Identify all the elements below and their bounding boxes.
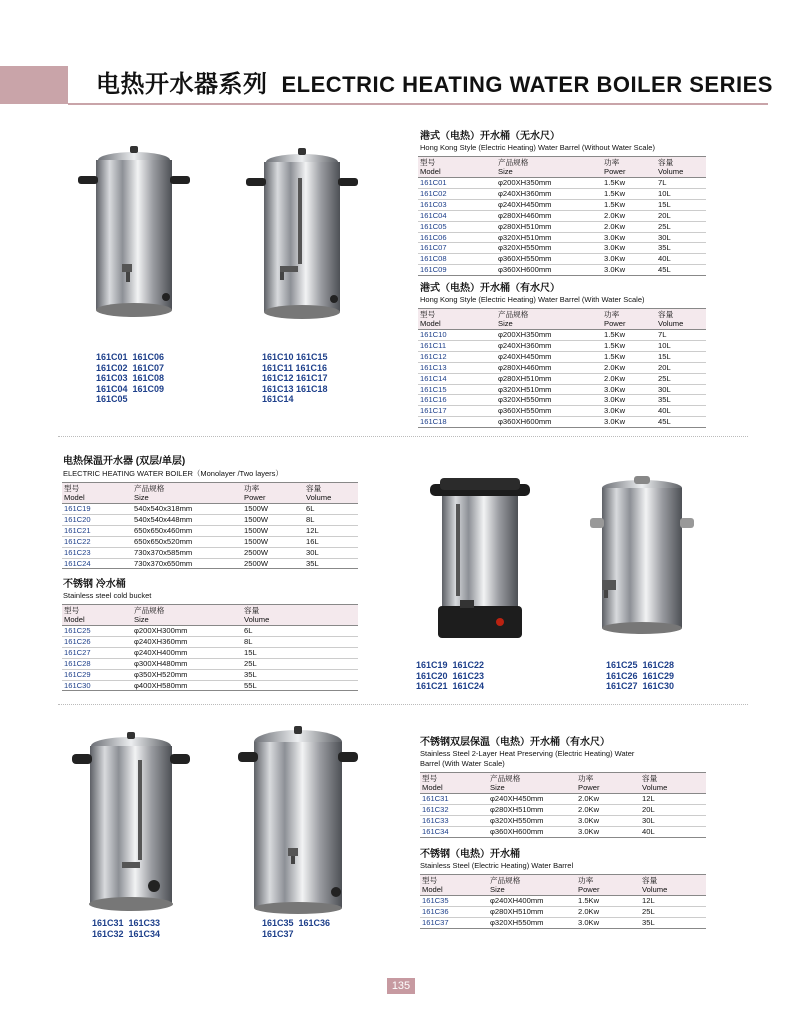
column-header-cn: 产品规格 — [498, 158, 529, 167]
table-cell-model: 161C32 — [420, 804, 488, 815]
column-header-cn: 功率 — [604, 310, 620, 319]
table-header-row — [418, 157, 706, 178]
model-group-161c19: 161C19 161C22 161C20 161C23 161C21 161C24 — [416, 660, 485, 691]
table-cell-volume: 35L — [304, 558, 358, 569]
column-header-en: Model — [420, 167, 441, 176]
column-header-cn: 产品规格 — [134, 484, 165, 493]
table-cell-volume: 45L — [656, 417, 706, 428]
table-cell-volume: 15L — [242, 647, 358, 658]
table-cell-size: φ360XH600mm — [496, 417, 602, 428]
table-cell-size: φ200XH300mm — [132, 626, 242, 637]
table-cell-size: φ360XH550mm — [496, 254, 602, 265]
column-header-cn: 容量 — [244, 606, 260, 615]
table-cell-volume: 10L — [656, 188, 706, 199]
table-cell-volume: 35L — [640, 917, 706, 928]
table-cell-volume: 7L — [656, 330, 706, 341]
table-cell-power: 1500W — [242, 514, 304, 525]
column-header-power — [576, 773, 640, 794]
table-row — [420, 917, 706, 928]
table-cell-power: 2500W — [242, 558, 304, 569]
column-header-power — [576, 875, 640, 896]
column-header-size — [132, 483, 242, 504]
table-cell-volume: 25L — [242, 658, 358, 669]
table-cell-model: 161C15 — [418, 384, 496, 395]
table-cell-size: φ350XH520mm — [132, 669, 242, 680]
column-header-en: Model — [64, 615, 85, 624]
column-header-power — [602, 157, 656, 178]
table-row — [62, 525, 358, 536]
table-cell-size: 540x540x448mm — [132, 514, 242, 525]
table-cell-model: 161C31 — [420, 794, 488, 805]
model-group-161c35: 161C35 161C36 161C37 — [262, 918, 331, 939]
header-accent-band — [0, 66, 68, 104]
table-cell-volume: 30L — [656, 232, 706, 243]
table-cell-model: 161C30 — [62, 680, 132, 691]
model-group-161c01: 161C01 161C06 161C02 161C07 161C03 161C08 161C04 161C09 161C05 — [96, 352, 165, 404]
table-cell-size: 730x370x650mm — [132, 558, 242, 569]
table-row — [418, 199, 706, 210]
column-header-model — [418, 157, 496, 178]
table-cell-power: 2.0Kw — [602, 221, 656, 232]
table-row — [418, 330, 706, 341]
section-title-cold-bucket — [63, 575, 151, 600]
table-cell-size: φ320XH510mm — [496, 232, 602, 243]
table-row — [420, 794, 706, 805]
table-cell-power: 3.0Kw — [602, 395, 656, 406]
table-header-row — [62, 483, 358, 504]
table-cell-power: 3.0Kw — [576, 917, 640, 928]
table-cell-size: φ240XH360mm — [496, 340, 602, 351]
table-cell-power: 2.0Kw — [576, 804, 640, 815]
spec-table-cold-bucket — [62, 604, 358, 691]
section-title-insulated — [63, 452, 283, 479]
table-cell-model: 161C07 — [418, 243, 496, 254]
column-header-cn: 功率 — [578, 774, 594, 783]
table-cell-size: φ360XH600mm — [488, 826, 576, 837]
table-row — [420, 815, 706, 826]
table-cell-power: 2.0Kw — [602, 210, 656, 221]
table-cell-volume: 8L — [304, 514, 358, 525]
table-cell-volume: 40L — [656, 254, 706, 265]
table-cell-size: φ400XH580mm — [132, 680, 242, 691]
water-boiler-gauge-image — [246, 142, 358, 322]
table-cell-volume: 15L — [656, 199, 706, 210]
spec-table-hk-with-scale — [418, 308, 706, 428]
table-row — [420, 906, 706, 917]
column-header-cn: 产品规格 — [490, 876, 521, 885]
table-row — [418, 417, 706, 428]
table-cell-model: 161C06 — [418, 232, 496, 243]
table-cell-model: 161C35 — [420, 896, 488, 907]
column-header-size — [488, 875, 576, 896]
column-header-cn: 型号 — [420, 310, 436, 319]
column-header-en: Volume — [658, 319, 684, 328]
column-header-en: Power — [604, 319, 626, 328]
table-cell-size: φ240XH360mm — [496, 188, 602, 199]
column-header-size — [488, 773, 576, 794]
section-title-cn: 不锈钢双层保温（电热）开水桶（有水尺） — [420, 737, 610, 748]
table-cell-model: 161C23 — [62, 547, 132, 558]
table-cell-volume: 16L — [304, 536, 358, 547]
table-cell-model: 161C01 — [418, 178, 496, 189]
section-title-cn: 港式（电热）开水桶（无水尺） — [420, 131, 560, 142]
table-cell-power: 3.0Kw — [602, 232, 656, 243]
section-title-two-layer — [420, 733, 650, 769]
column-header-model — [420, 773, 488, 794]
column-header-power — [602, 309, 656, 330]
table-cell-volume: 35L — [242, 669, 358, 680]
section-title-hk-with-scale — [420, 279, 645, 304]
table-cell-volume: 55L — [242, 680, 358, 691]
table-cell-power: 3.0Kw — [602, 254, 656, 265]
table-cell-size: φ280XH460mm — [496, 362, 602, 373]
table-cell-power: 1.5Kw — [602, 351, 656, 362]
column-header-en: Volume — [642, 885, 668, 894]
table-cell-size: φ240XH400mm — [132, 647, 242, 658]
column-header-model — [62, 605, 132, 626]
column-header-en: Model — [64, 493, 85, 502]
page-number: 135 — [387, 978, 415, 994]
table-cell-size: φ240XH400mm — [488, 896, 576, 907]
table-cell-volume: 25L — [656, 373, 706, 384]
table-row — [62, 647, 358, 658]
section-title-en: Stainless steel cold bucket — [63, 591, 152, 600]
table-row — [418, 395, 706, 406]
table-cell-power: 1500W — [242, 536, 304, 547]
table-cell-power: 1.5Kw — [602, 199, 656, 210]
column-header-model — [418, 309, 496, 330]
column-header-en: Volume — [306, 493, 332, 502]
table-cell-model: 161C19 — [62, 504, 132, 515]
table-cell-model: 161C17 — [418, 406, 496, 417]
section-title-hk-no-scale — [420, 127, 655, 152]
column-header-en: Power — [604, 167, 626, 176]
table-row — [418, 221, 706, 232]
table-cell-model: 161C12 — [418, 351, 496, 362]
column-header-en: Power — [578, 885, 600, 894]
table-row — [418, 406, 706, 417]
table-row — [62, 669, 358, 680]
table-cell-size: 540x540x318mm — [132, 504, 242, 515]
column-header-cn: 型号 — [64, 606, 80, 615]
column-header-cn: 产品规格 — [490, 774, 521, 783]
column-header-en: Model — [422, 783, 443, 792]
column-header-cn: 产品规格 — [498, 310, 529, 319]
table-row — [418, 178, 706, 189]
table-row — [62, 558, 358, 569]
section-title-cn: 电热保温开水器 (双层/单层) — [63, 456, 186, 467]
table-cell-model: 161C33 — [420, 815, 488, 826]
table-cell-power: 1500W — [242, 525, 304, 536]
table-row — [62, 680, 358, 691]
table-cell-model: 161C03 — [418, 199, 496, 210]
column-header-cn: 容量 — [306, 484, 322, 493]
table-row — [62, 514, 358, 525]
model-group-161c31: 161C31 161C33 161C32 161C34 — [92, 918, 161, 939]
table-cell-model: 161C18 — [418, 417, 496, 428]
table-cell-size: 730x370x585mm — [132, 547, 242, 558]
table-cell-model: 161C16 — [418, 395, 496, 406]
table-header-row — [420, 875, 706, 896]
table-cell-model: 161C34 — [420, 826, 488, 837]
table-cell-model: 161C27 — [62, 647, 132, 658]
table-cell-size: φ200XH350mm — [496, 330, 602, 341]
table-cell-volume: 35L — [656, 243, 706, 254]
page-title-en: ELECTRIC HEATING WATER BOILER SERIES — [281, 72, 773, 97]
divider — [58, 436, 748, 437]
table-row — [418, 265, 706, 276]
table-cell-power: 2500W — [242, 547, 304, 558]
table-cell-size: φ320XH510mm — [496, 384, 602, 395]
divider — [58, 704, 748, 705]
column-header-en: Size — [490, 885, 505, 894]
table-cell-volume: 8L — [242, 636, 358, 647]
table-cell-power: 2.0Kw — [576, 794, 640, 805]
table-cell-model: 161C14 — [418, 373, 496, 384]
column-header-cn: 功率 — [604, 158, 620, 167]
column-header-en: Power — [578, 783, 600, 792]
table-row — [418, 188, 706, 199]
table-cell-volume: 40L — [656, 406, 706, 417]
table-row — [62, 504, 358, 515]
table-cell-model: 161C29 — [62, 669, 132, 680]
table-cell-model: 161C13 — [418, 362, 496, 373]
table-cell-model: 161C25 — [62, 626, 132, 637]
table-cell-model: 161C10 — [418, 330, 496, 341]
column-header-en: Size — [498, 319, 513, 328]
section-title-en: Hong Kong Style (Electric Heating) Water Barrel (With Water Scale) — [420, 295, 645, 304]
table-cell-size: φ280XH510mm — [496, 221, 602, 232]
column-header-en: Size — [498, 167, 513, 176]
column-header-volume — [304, 483, 358, 504]
table-cell-size: φ200XH350mm — [496, 178, 602, 189]
table-cell-model: 161C09 — [418, 265, 496, 276]
table-header-row — [418, 309, 706, 330]
table-cell-model: 161C37 — [420, 917, 488, 928]
table-cell-size: φ300XH480mm — [132, 658, 242, 669]
column-header-volume — [640, 875, 706, 896]
section-title-en: ELECTRIC HEATING WATER BOILER（Monolayer /Two layers） — [63, 469, 283, 478]
table-cell-power: 3.0Kw — [602, 406, 656, 417]
table-cell-size: φ280XH510mm — [488, 804, 576, 815]
table-cell-size: φ320XH550mm — [496, 395, 602, 406]
table-cell-model: 161C21 — [62, 525, 132, 536]
table-row — [418, 210, 706, 221]
table-row — [62, 536, 358, 547]
column-header-en: Model — [422, 885, 443, 894]
table-cell-power: 2.0Kw — [576, 906, 640, 917]
table-cell-size: φ240XH450mm — [496, 199, 602, 210]
column-header-size — [132, 605, 242, 626]
column-header-cn: 功率 — [244, 484, 260, 493]
table-cell-size: φ320XH550mm — [488, 917, 576, 928]
table-header-row — [420, 773, 706, 794]
table-row — [62, 636, 358, 647]
table-cell-volume: 20L — [640, 804, 706, 815]
table-cell-volume: 10L — [656, 340, 706, 351]
column-header-cn: 功率 — [578, 876, 594, 885]
table-cell-volume: 20L — [656, 362, 706, 373]
table-cell-volume: 40L — [640, 826, 706, 837]
table-cell-volume: 15L — [656, 351, 706, 362]
table-row — [418, 254, 706, 265]
table-cell-volume: 6L — [304, 504, 358, 515]
table-cell-size: φ240XH450mm — [496, 351, 602, 362]
table-row — [62, 658, 358, 669]
table-row — [418, 362, 706, 373]
column-header-en: Volume — [658, 167, 684, 176]
table-row — [418, 351, 706, 362]
column-header-cn: 容量 — [642, 876, 658, 885]
table-header-row — [62, 605, 358, 626]
table-cell-size: φ320XH550mm — [488, 815, 576, 826]
spec-table-insulated — [62, 482, 358, 569]
water-boiler-image — [78, 140, 190, 320]
column-header-en: Power — [244, 493, 266, 502]
section-title-cn: 不锈钢（电热）开水桶 — [420, 849, 520, 860]
table-cell-power: 1500W — [242, 504, 304, 515]
table-cell-volume: 30L — [304, 547, 358, 558]
column-header-cn: 型号 — [420, 158, 436, 167]
column-header-en: Size — [134, 493, 149, 502]
table-cell-size: φ280XH510mm — [496, 373, 602, 384]
column-header-en: Volume — [244, 615, 270, 624]
column-header-power — [242, 483, 304, 504]
column-header-volume — [640, 773, 706, 794]
table-cell-model: 161C26 — [62, 636, 132, 647]
spec-table-electric-barrel — [420, 874, 706, 929]
table-cell-size: φ280XH460mm — [496, 210, 602, 221]
table-cell-model: 161C08 — [418, 254, 496, 265]
spec-table-two-layer — [420, 772, 706, 838]
table-row — [420, 826, 706, 837]
table-cell-volume: 25L — [640, 906, 706, 917]
column-header-en: Model — [420, 319, 441, 328]
table-cell-model: 161C36 — [420, 906, 488, 917]
table-cell-size: φ280XH510mm — [488, 906, 576, 917]
table-row — [418, 243, 706, 254]
header-underline — [68, 103, 768, 105]
double-layer-boiler-image — [72, 730, 190, 914]
column-header-cn: 容量 — [642, 774, 658, 783]
table-cell-volume: 12L — [640, 896, 706, 907]
column-header-model — [62, 483, 132, 504]
table-cell-volume: 12L — [640, 794, 706, 805]
table-cell-size: 650x650x520mm — [132, 536, 242, 547]
column-header-en: Volume — [642, 783, 668, 792]
section-title-en: Stainless Steel (Electric Heating) Water Barrel — [420, 861, 574, 870]
column-header-cn: 容量 — [658, 158, 674, 167]
electric-barrel-image — [238, 720, 358, 916]
column-header-volume — [656, 157, 706, 178]
table-cell-power: 1.5Kw — [602, 178, 656, 189]
urn-image — [430, 474, 530, 640]
column-header-size — [496, 157, 602, 178]
table-cell-volume: 25L — [656, 221, 706, 232]
table-cell-volume: 7L — [656, 178, 706, 189]
column-header-cn: 产品规格 — [134, 606, 165, 615]
table-row — [418, 384, 706, 395]
page-title — [96, 64, 773, 99]
column-header-model — [420, 875, 488, 896]
table-cell-volume: 30L — [656, 384, 706, 395]
table-cell-power: 1.5Kw — [602, 330, 656, 341]
model-group-161c25: 161C25 161C28 161C26 161C29 161C27 161C30 — [606, 660, 675, 691]
column-header-en: Size — [490, 783, 505, 792]
table-row — [418, 340, 706, 351]
table-cell-power: 3.0Kw — [602, 265, 656, 276]
table-cell-volume: 35L — [656, 395, 706, 406]
table-cell-size: 650x650x460mm — [132, 525, 242, 536]
table-cell-power: 2.0Kw — [602, 373, 656, 384]
table-row — [62, 547, 358, 558]
table-cell-size: φ360XH600mm — [496, 265, 602, 276]
table-cell-power: 1.5Kw — [602, 188, 656, 199]
table-cell-volume: 45L — [656, 265, 706, 276]
table-cell-model: 161C02 — [418, 188, 496, 199]
section-title-cn: 港式（电热）开水桶（有水尺） — [420, 283, 560, 294]
table-cell-model: 161C24 — [62, 558, 132, 569]
table-cell-size: φ320XH550mm — [496, 243, 602, 254]
model-group-161c10: 161C10 161C15 161C11 161C16 161C12 161C17 161C13 161C18 161C14 — [262, 352, 328, 404]
column-header-cn: 型号 — [422, 876, 438, 885]
table-cell-power: 3.0Kw — [576, 826, 640, 837]
column-header-cn: 容量 — [658, 310, 674, 319]
table-cell-size: φ240XH450mm — [488, 794, 576, 805]
table-cell-volume: 6L — [242, 626, 358, 637]
table-cell-volume: 20L — [656, 210, 706, 221]
section-title-en: Stainless Steel 2-Layer Heat Preserving (Electric Heating) Water Barrel (With Water Scale) — [420, 749, 635, 768]
column-header-size — [496, 309, 602, 330]
table-cell-power: 1.5Kw — [602, 340, 656, 351]
table-row — [418, 232, 706, 243]
table-cell-model: 161C05 — [418, 221, 496, 232]
table-row — [420, 804, 706, 815]
spec-table-hk-no-scale — [418, 156, 706, 276]
column-header-volume — [242, 605, 358, 626]
table-cell-model: 161C11 — [418, 340, 496, 351]
table-row — [420, 896, 706, 907]
table-cell-model: 161C20 — [62, 514, 132, 525]
table-cell-size: φ360XH550mm — [496, 406, 602, 417]
section-title-en: Hong Kong Style (Electric Heating) Water Barrel (Without Water Scale) — [420, 143, 655, 152]
table-cell-model: 161C22 — [62, 536, 132, 547]
cold-bucket-image — [590, 474, 694, 638]
table-row — [418, 373, 706, 384]
column-header-volume — [656, 309, 706, 330]
column-header-cn: 型号 — [64, 484, 80, 493]
page-title-cn: 电热开水器系列 — [96, 71, 268, 98]
table-cell-power: 3.0Kw — [576, 815, 640, 826]
table-cell-power: 3.0Kw — [602, 384, 656, 395]
table-cell-volume: 12L — [304, 525, 358, 536]
table-cell-model: 161C28 — [62, 658, 132, 669]
table-cell-power: 3.0Kw — [602, 417, 656, 428]
column-header-cn: 型号 — [422, 774, 438, 783]
column-header-en: Size — [134, 615, 149, 624]
section-title-cn: 不锈钢 冷水桶 — [63, 579, 126, 590]
table-cell-power: 1.5Kw — [576, 896, 640, 907]
table-row — [62, 626, 358, 637]
section-title-electric-barrel — [420, 845, 573, 870]
table-cell-volume: 30L — [640, 815, 706, 826]
table-cell-model: 161C04 — [418, 210, 496, 221]
table-cell-power: 3.0Kw — [602, 243, 656, 254]
table-cell-size: φ240XH360mm — [132, 636, 242, 647]
table-cell-power: 2.0Kw — [602, 362, 656, 373]
